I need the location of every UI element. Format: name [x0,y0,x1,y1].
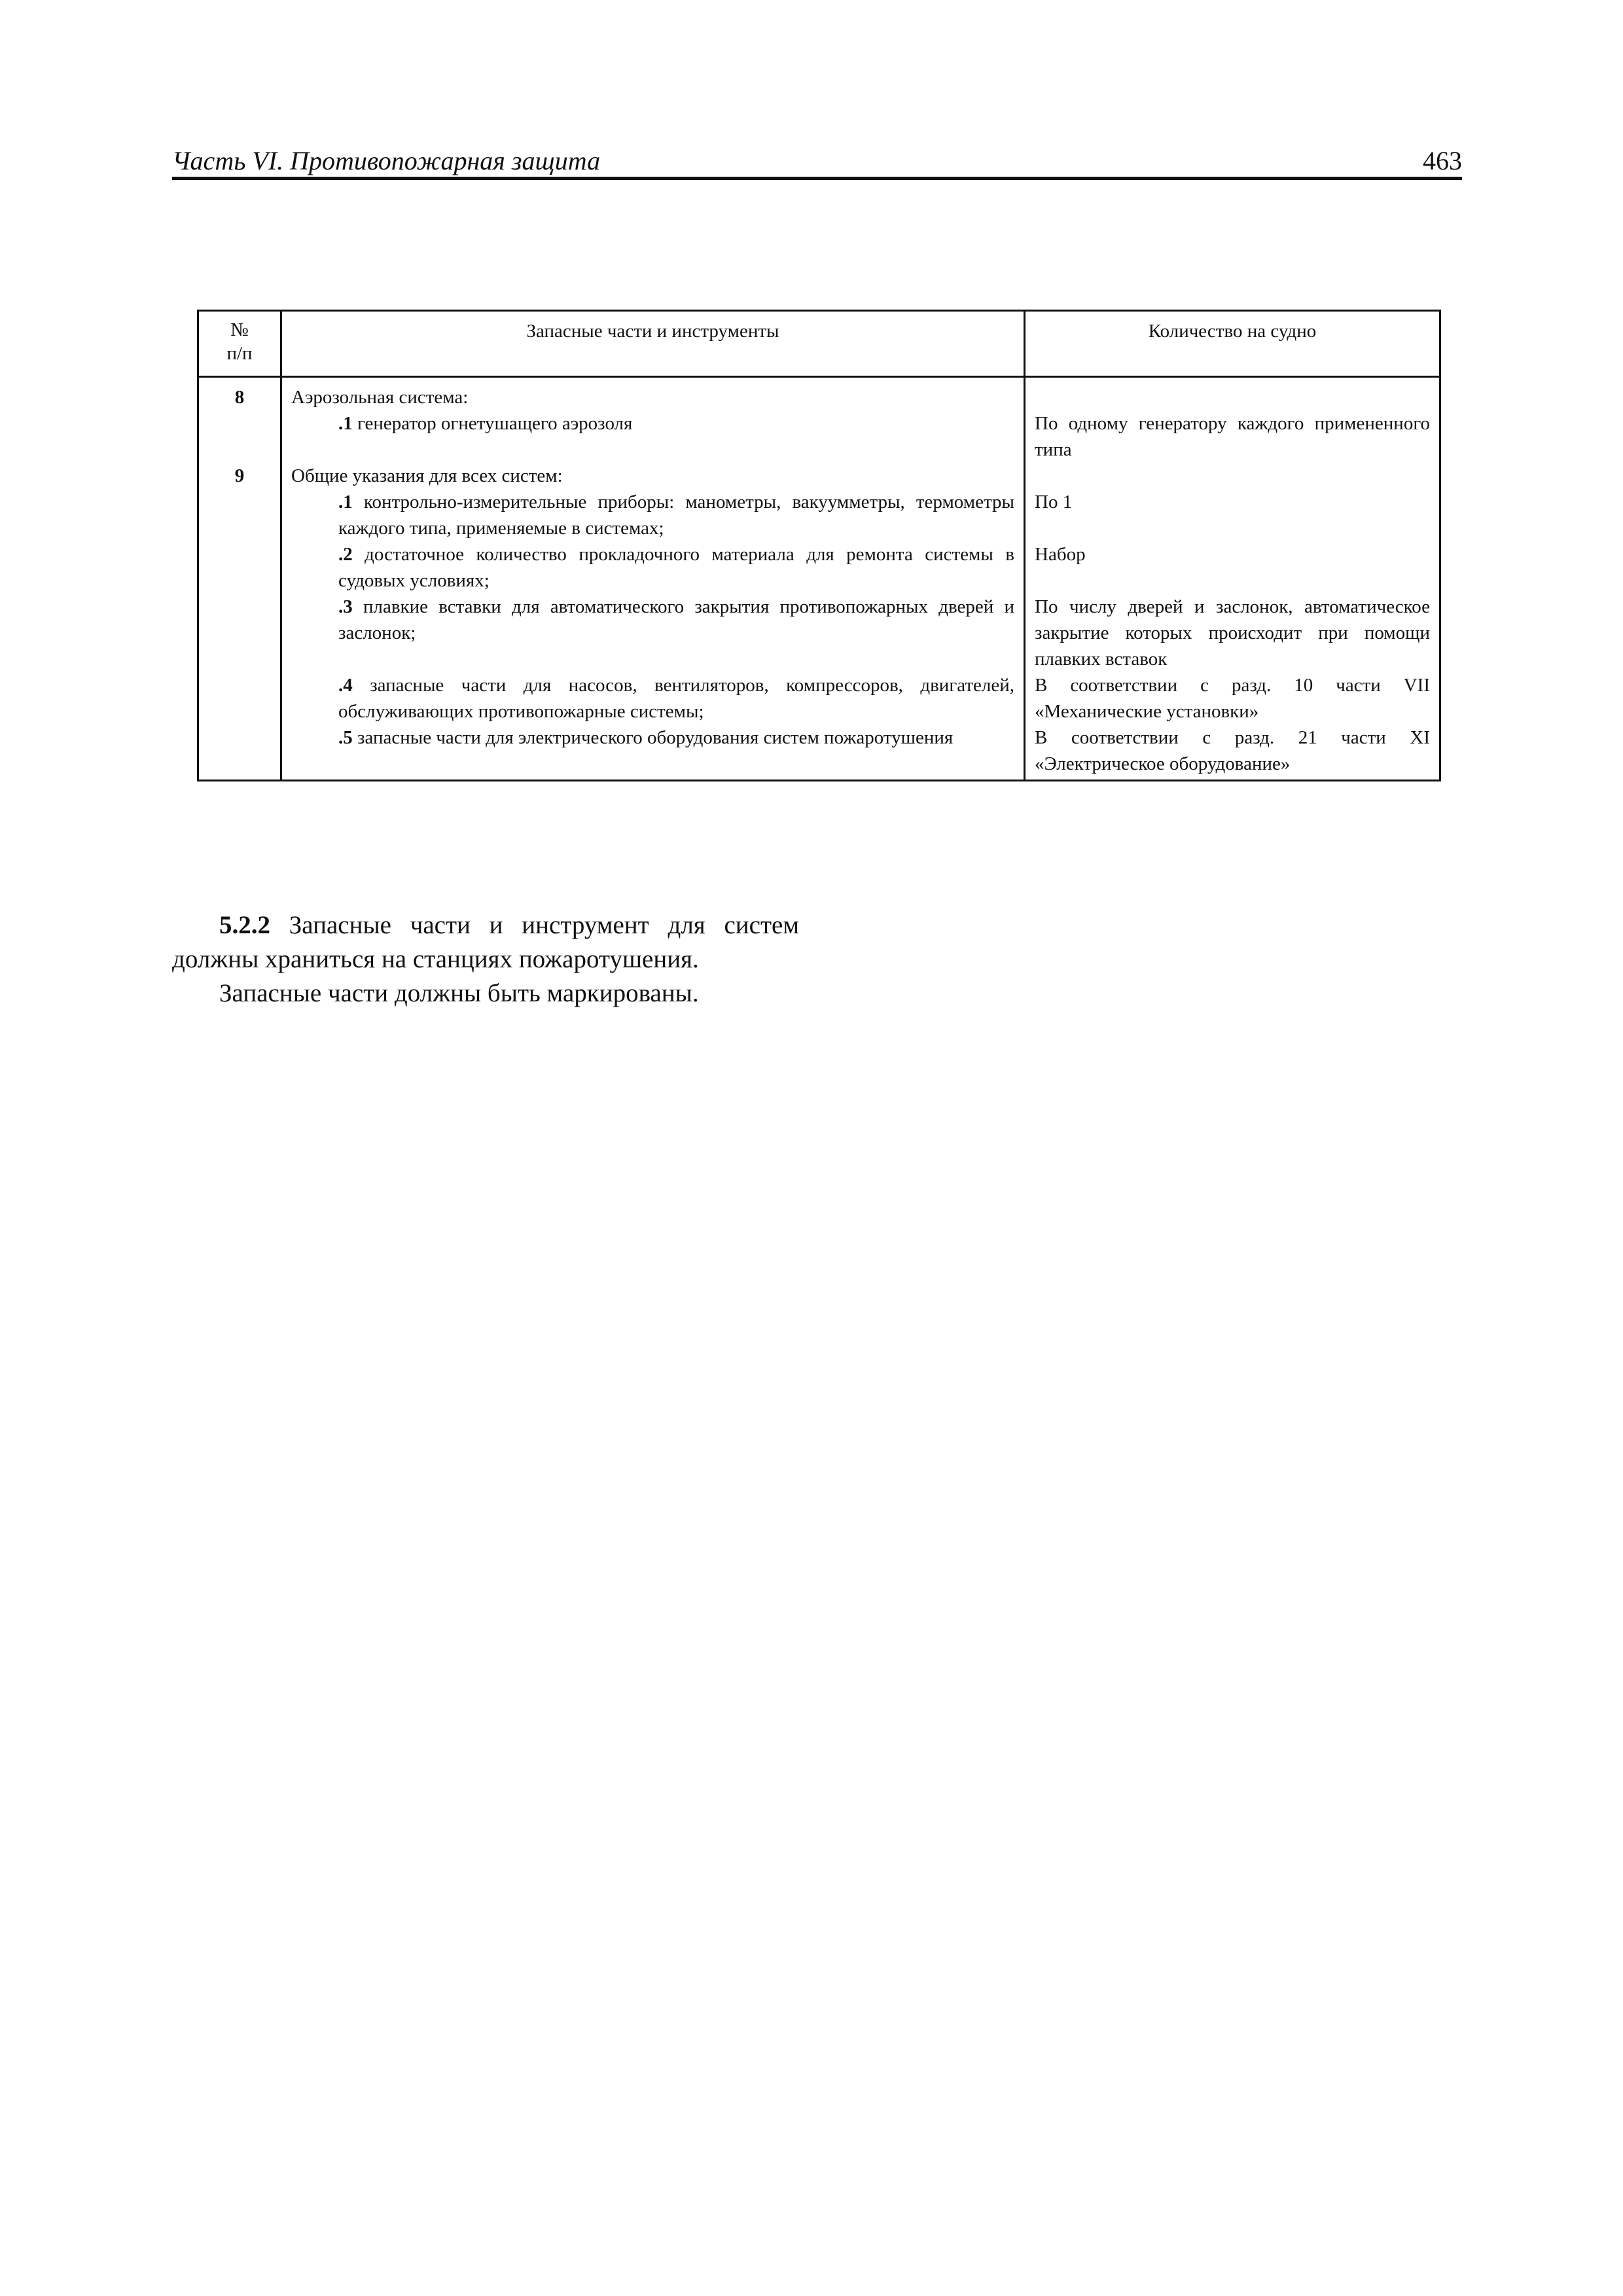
row-number: 8 [234,387,245,408]
system-title: Общие указания для всех систем: [291,465,563,486]
system-title: Аэрозольная система: [291,387,469,408]
list-item [291,725,1014,751]
section-number: 5.2.2 [219,911,270,939]
table-row [198,377,1440,781]
item-text: плавкие вставки для автоматического закрытия противопожарных дверей и заслонок; [338,596,1014,643]
quantity-value: По 1 [1035,492,1073,512]
parts-cell [281,377,1025,781]
header-rule [172,177,1462,180]
quantity-value: В соответствии с разд. 21 части XI «Электрическое оборудование» [1035,727,1430,774]
table-header-row [198,311,1440,377]
spare-parts-table [197,310,1441,781]
column-header-number-line1: № [230,319,249,340]
list-item [291,489,1014,541]
column-header-number-line2: п/п [226,343,253,364]
quantity-value: Набор [1035,544,1086,565]
quantity-cell [1025,377,1440,781]
item-code: .1 [338,413,353,434]
item-text: запасные части для электрического оборудования систем пожаротушения [357,727,954,748]
running-header-title: Часть VI. Противопожарная защита [172,146,601,175]
list-item [291,541,1014,594]
item-code: .3 [338,596,353,617]
column-header-parts: Запасные части и инструменты [281,311,1025,377]
section-text: Запасные части и инструмент для систем должны храниться на станциях пожаротушения. [172,911,799,973]
quantity-value: В соответствии с разд. 10 части VII «Механические установки» [1035,675,1430,722]
list-item [291,594,1014,672]
column-header-number [198,311,281,377]
item-code: .2 [338,544,353,565]
row-number-cell [198,377,281,781]
item-text: контрольно-измерительные приборы: манометры, вакуумметры, термометры каждого типа, применяемые в системах; [338,492,1014,539]
quantity-value: По одному генератору каждого примененного типа [1035,413,1430,460]
quantity-value: По числу дверей и заслонок, автоматическое закрытие которых происходит при помощи плавких вставок [1035,596,1430,670]
item-text: достаточное количество прокладочного материала для ремонта системы в судовых условиях; [338,544,1014,591]
item-text: генератор огнетушащего аэрозоля [357,413,633,434]
item-text: запасные части для насосов, вентиляторов, компрессоров, двигателей, обслуживающих противопожарные системы; [338,675,1014,722]
page-number: 463 [1423,146,1462,175]
item-code: .4 [338,675,353,696]
list-item [291,410,1014,437]
item-code: .1 [338,492,353,512]
section-paragraph-2: Запасные части должны быть маркированы. [219,979,699,1007]
column-header-quantity: Количество на судно [1025,311,1440,377]
section-5-2-2 [172,908,799,1011]
item-code: .5 [338,727,353,748]
section-paragraph [172,908,799,977]
row-number: 9 [234,465,245,486]
list-item [291,672,1014,725]
